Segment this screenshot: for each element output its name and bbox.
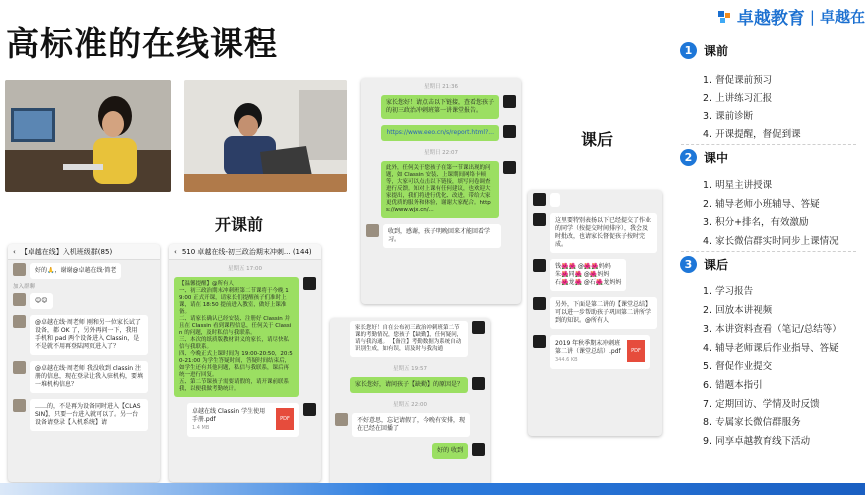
chat-message: 收到，感谢，孩子明晚回来才能回看学习。 [361, 221, 521, 251]
avatar [472, 443, 485, 456]
pdf-icon: PDF [627, 340, 645, 362]
list-item: 8. 专属家长微信群服务 [703, 417, 801, 428]
chat-message: @卓越在线·周老师 刚和另一位家长试了设备，都 OK 了，另外再问一下，我用手机和 pad 两个设备进入 Classin，是不是就不用再登陆网页进入了？ [8, 312, 160, 358]
back-icon[interactable]: ‹ [13, 247, 16, 256]
list-item: 1. 明星主讲授课 [703, 180, 773, 191]
list-item: 1. 督促课前预习 [703, 75, 773, 86]
chat-timestamp: 星期五 17:00 [227, 266, 263, 272]
avatar [13, 293, 26, 306]
section-number: 3 [680, 256, 697, 273]
system-notice: 加入群聊 [13, 284, 36, 290]
chat-screenshot-attendance [330, 318, 490, 486]
file-card[interactable]: 卓越在线 Classin 学生使用手册.pdf 1.4 MB PDF [187, 403, 299, 437]
chat-screenshot-report [361, 78, 521, 304]
logo-text: 卓越教育 [736, 9, 805, 29]
logo-divider: | [809, 7, 815, 26]
list-item: 5. 督促作业提交 [703, 361, 773, 372]
list-item: 7. 定期回访、学情及时反馈 [703, 399, 820, 410]
student-photo-boy [184, 80, 347, 192]
divider [681, 251, 856, 252]
student-photo-girl [5, 80, 171, 192]
homework-list: 钱🌺🌺 @🌺🌺妈妈 朱🌺同🌺 @🌺妈妈 石🌺龙🌺 @石🌺龙妈妈 [528, 256, 662, 294]
chat-timestamp: 星期五 19:57 [392, 366, 428, 372]
avatar [503, 125, 516, 138]
chat-message: 家长您好！自在公布初三政治冲刺班第二节课的考勤情况，您孩子【缺勤】，任何疑问，请与我沟通。 【备注】考勤数据为系统自动识别生成，如有误，请及时与我沟通 [330, 318, 490, 360]
list-item: 4. 辅导老师课后作业指导、答疑 [703, 343, 839, 354]
service-list-panel [678, 0, 865, 495]
avatar [366, 224, 379, 237]
avatar [533, 259, 546, 272]
chat-timestamp: 星期五 22:00 [392, 402, 428, 408]
chat-message: 这里要特别表扬以下已经提交了作业的同学（按提交时间排序），我会及时批改，也请家长督促孩子按时完成。 [528, 210, 662, 256]
chat-message: ……的，不是再为设备同时进入【CLASSIN】，只要一台进入就可以了。另一台设备请登录【入机系统】请 [8, 396, 160, 434]
chat-message: 家长您好！请点击以下链接，查看您孩子的初三政治冲刺班第一讲课堂报告。 [361, 92, 521, 122]
list-item: 3. 积分+排名，有效激励 [703, 217, 809, 228]
avatar [472, 321, 485, 334]
section-after-class [680, 256, 728, 273]
chat-header: ‹ 510 卓越在线-初三政治期末冲刺... (144) [169, 244, 321, 260]
avatar [13, 361, 26, 374]
chat-file-message [528, 332, 662, 372]
stage-label-before: 开课前 [215, 215, 264, 234]
chat-screenshot-group [8, 244, 160, 482]
chat-message: 【温馨提醒】@所有人 一、初三政治期末冲刺班第二节课将于今晚 19:00 正式开课，请家长们提醒孩子们准时上课，请在 18:50 提前进入教室，做好上课准备。 二、请家长确认已经安装、注册好 Classin 并且在 Classin 看到课程信息，任何关于 Classin 的问题，及时私信与我联系。 三、本次的纸质版教材讲义的家长，请尽快私信与我联系。 四、今晚正式上课时间为 19:00-20:50，20:50-21:00 为学生答疑时间，答疑时间结束后，如学生还有其他问题，私信与我联系，课后再统一进行回复。 五、第二节课孩子需要请假的，请开课前联系我，以便我做考勤统计。 [169, 274, 321, 400]
section-before-class [680, 42, 728, 59]
chat-timestamp: 星期日 22:07 [423, 150, 459, 156]
avatar [13, 315, 26, 328]
chat-message: 家长您好，请问孩子【缺勤】的原因是？ [330, 374, 490, 396]
list-item: 9. 同享卓越教育线下活动 [703, 436, 811, 447]
page-title: 高标准的在线课程 [6, 24, 278, 63]
avatar [335, 413, 348, 426]
chat-message: @卓越在线·周老师 我没收到 classin 注册的信息，现在登录让我入驻机构，要填一堆机构信息？ [8, 358, 160, 396]
list-item: 3. 本讲资料查看（笔记/总结等） [703, 324, 842, 335]
chat-message [361, 122, 521, 144]
avatar [503, 95, 516, 108]
chat-file-message [169, 400, 321, 440]
logo-subtext: 卓越在 [819, 8, 865, 26]
list-item: 6. 错题本指引 [703, 380, 763, 391]
section-number: 1 [680, 42, 697, 59]
avatar [503, 161, 516, 174]
chat-message: 好的🙏，谢谢@卓越在线·简老 [8, 260, 160, 282]
list-item: 3. 课前诊断 [703, 111, 754, 122]
section-title: 课前 [704, 44, 729, 58]
chat-message: 此外，任何关于您孩子在第一节课出现的问题，如 Classin 安装、上课期间网络卡顿等，大家可以点击以下链接，填写问卷调查进行反馈。知对上课有任何建议，也欢迎大家提出，我们将进行优化、改进，带给大家更优质的服务和体验，谢谢大家配合。https://www.wjx.cn/... [361, 158, 521, 221]
section-title: 课中 [704, 151, 729, 165]
chat-message: 好的 收到 [330, 440, 490, 462]
list-item: 2. 上讲练习汇报 [703, 93, 773, 104]
avatar [533, 297, 546, 310]
chat-screenshot-class-notice [169, 244, 321, 482]
avatar [533, 335, 546, 348]
chat-message: 另外，下面是第二讲的【课堂总结】可以进一步帮助孩子巩固第二讲所学到的知识。@所有人 [528, 294, 662, 332]
file-card[interactable]: 2019 年秋季期末冲刺班第二讲（课堂总结）.pdf 344.6 KB PDF [550, 335, 650, 369]
chat-message [528, 190, 662, 210]
avatar [472, 377, 485, 390]
avatar [303, 403, 316, 416]
avatar [303, 277, 316, 290]
list-item: 1. 学习报告 [703, 286, 754, 297]
list-item: 2. 回放本讲视频 [703, 305, 773, 316]
avatar [13, 263, 26, 276]
stage-label-after: 课后 [581, 130, 614, 149]
section-title: 课后 [704, 258, 729, 272]
chat-message: 😊😊 [8, 290, 160, 312]
avatar [533, 213, 546, 226]
chat-message: 不好意思，忘记请假了，今晚有安排，现在已经在回播了 [330, 410, 490, 440]
chat-header: ‹ 【卓越在线】入机班级群(85) [8, 244, 160, 260]
report-link[interactable]: https://www.eeo.cn/s/report.html?... [381, 125, 499, 141]
list-item: 4. 开课提醒，督促到课 [703, 129, 801, 140]
divider [681, 144, 856, 145]
list-item: 4. 家长微信群实时同步上课情况 [703, 236, 839, 247]
chat-timestamp: 星期日 21:36 [423, 84, 459, 90]
section-number: 2 [680, 149, 697, 166]
avatar [13, 399, 26, 412]
list-item: 2. 辅导老师小班辅导、答疑 [703, 199, 820, 210]
chat-screenshot-homework [528, 190, 662, 436]
back-icon[interactable]: ‹ [174, 247, 177, 256]
pdf-icon: PDF [276, 408, 294, 430]
footer-band [0, 483, 865, 495]
avatar [533, 193, 546, 206]
section-in-class [680, 149, 728, 166]
